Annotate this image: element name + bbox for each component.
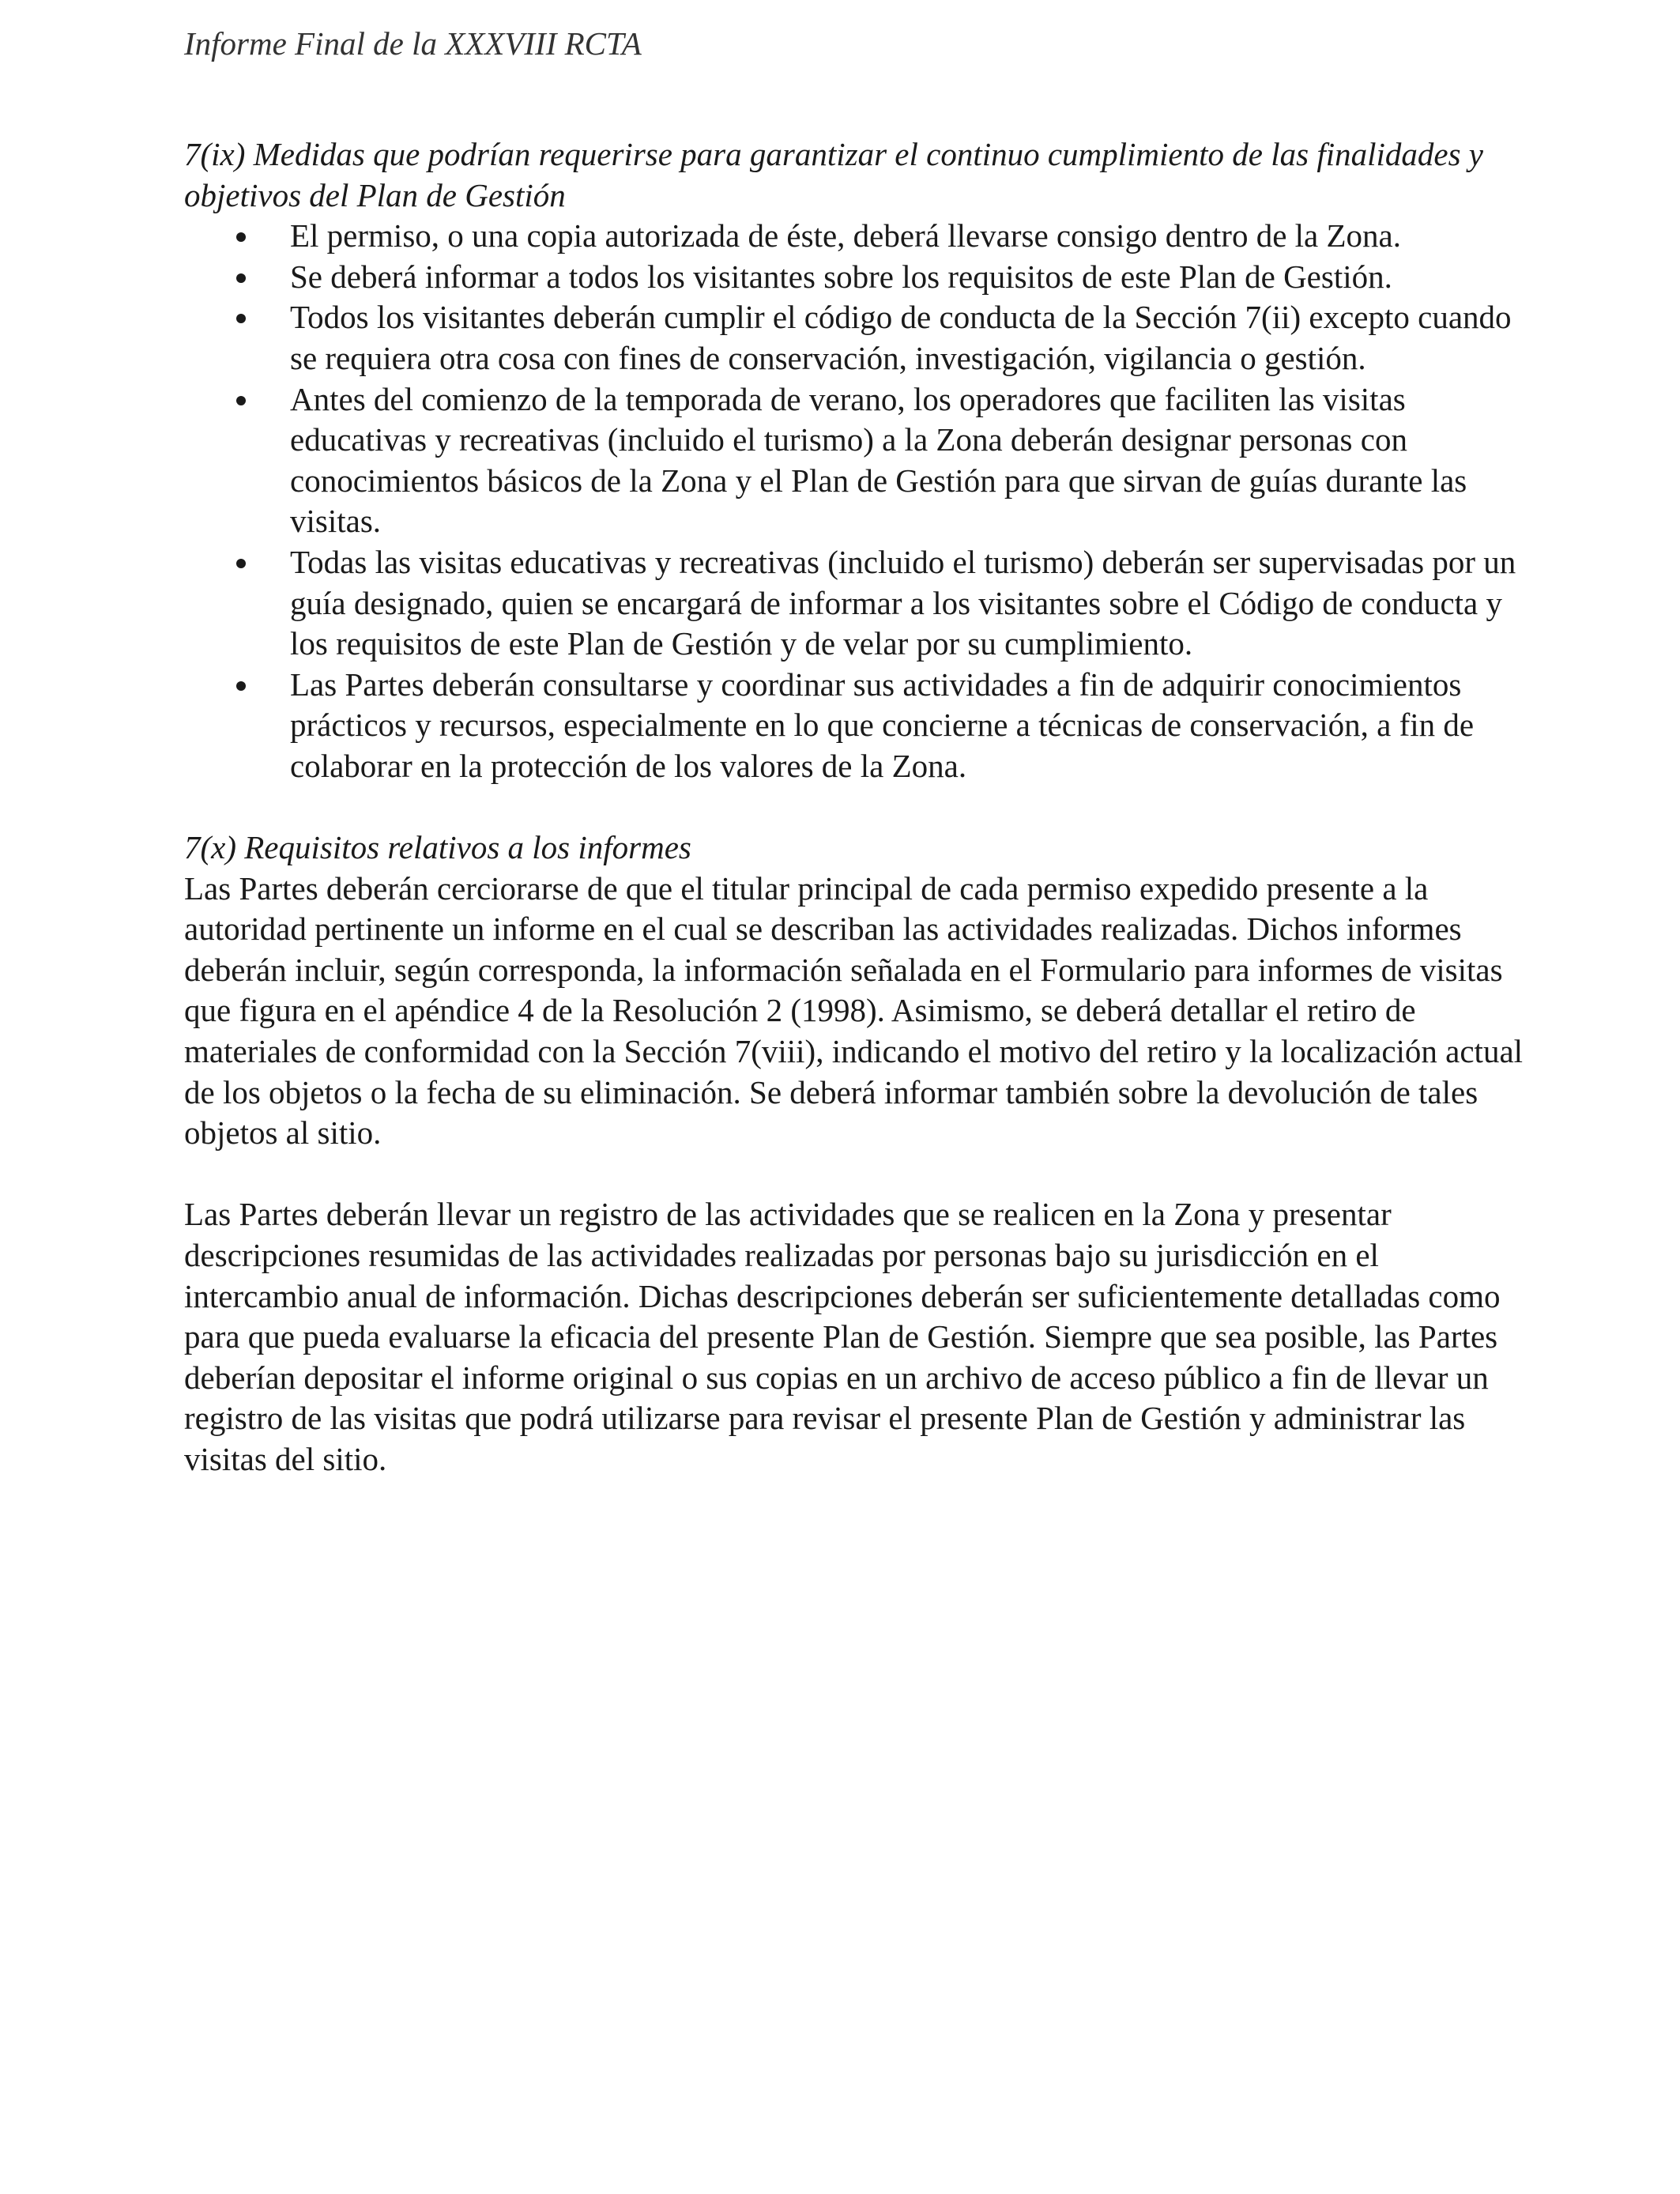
bullet-text: Todas las visitas educativas y recreativas (incluido el turismo) deberán ser supervisadas por un guía designado, quien se encargará de informar a los visitantes sobre el Código de conducta y los requisitos de este Plan de Gestión y de velar por su cumplimiento.	[290, 543, 1516, 662]
bullet-icon	[236, 314, 246, 323]
bullet-item	[184, 257, 1527, 298]
section-ix-heading: 7(ix) Medidas que podrían requerirse para garantizar el continuo cumplimiento de las finalidades y objetivos del Plan de Gestión	[184, 136, 1483, 213]
bullet-icon	[236, 559, 246, 568]
document-body	[184, 134, 1527, 1480]
bullet-icon	[236, 396, 246, 405]
bullet-item	[184, 665, 1527, 787]
bullet-text: Las Partes deberán consultarse y coordinar sus actividades a fin de adquirir conocimientos prácticos y recursos, especialmente en lo que concierne a técnicas de conservación, a fin de colaborar en la protección de los valores de la Zona.	[290, 665, 1475, 784]
running-header: Informe Final de la XXXVIII RCTA	[184, 25, 642, 62]
bullet-icon	[236, 232, 246, 242]
section-x-heading: 7(x) Requisitos relativos a los informes	[184, 829, 691, 866]
bullet-item	[184, 297, 1527, 379]
bullet-icon	[236, 681, 246, 691]
bullet-item	[184, 379, 1527, 542]
spacer	[184, 1154, 1527, 1195]
spacer	[184, 787, 1527, 828]
bullet-text: Todos los visitantes deberán cumplir el código de conducta de la Sección 7(ii) excepto cuando se requiera otra cosa con fines de conservación, investigación, vigilancia o gestión.	[290, 299, 1512, 376]
section-x-paragraph: Las Partes deberán cerciorarse de que el titular principal de cada permiso expedido presente a la autoridad pertinente un informe en el cual se describan las actividades realizadas. Dichos informes deberán incluir, según corresponda, la información señalada en el Formulario para informes de visitas que figura en el apéndice 4 de la Resolución 2 (1998). Asimismo, se deberá detallar el retiro de materiales de conformidad con la Sección 7(viii), indicando el motivo del retiro y la localización actual de los objetos o la fecha de su eliminación. Se deberá informar también sobre la devolución de tales objetos al sitio.	[184, 869, 1524, 1152]
bullet-text: Antes del comienzo de la temporada de verano, los operadores que faciliten las visitas educativas y recreativas (incluido el turismo) a la Zona deberán designar personas con conocimientos básicos de la Zona y el Plan de Gestión para que sirvan de guías durante las visitas.	[290, 380, 1467, 540]
section-ix-bullet-list	[184, 216, 1527, 786]
bullet-text: El permiso, o una copia autorizada de éste, deberá llevarse consigo dentro de la Zona.	[290, 217, 1401, 254]
bullet-text: Se deberá informar a todos los visitantes sobre los requisitos de este Plan de Gestión.	[290, 258, 1392, 295]
section-x-paragraph: Las Partes deberán llevar un registro de las actividades que se realicen en la Zona y presentar descripciones resumidas de las actividades realizadas por personas bajo su jurisdicción en el intercambio anual de información. Dichas descripciones deberán ser suficientemente detalladas como para que pueda evaluarse la eficacia del presente Plan de Gestión. Siempre que sea posible, las Partes deberían depositar el informe original o sus copias en un archivo de acceso público a fin de llevar un registro de las visitas que podrá utilizarse para revisar el presente Plan de Gestión y administrar las visitas del sitio.	[184, 1196, 1501, 1477]
bullet-icon	[236, 273, 246, 283]
bullet-item	[184, 216, 1527, 257]
bullet-item	[184, 542, 1527, 665]
